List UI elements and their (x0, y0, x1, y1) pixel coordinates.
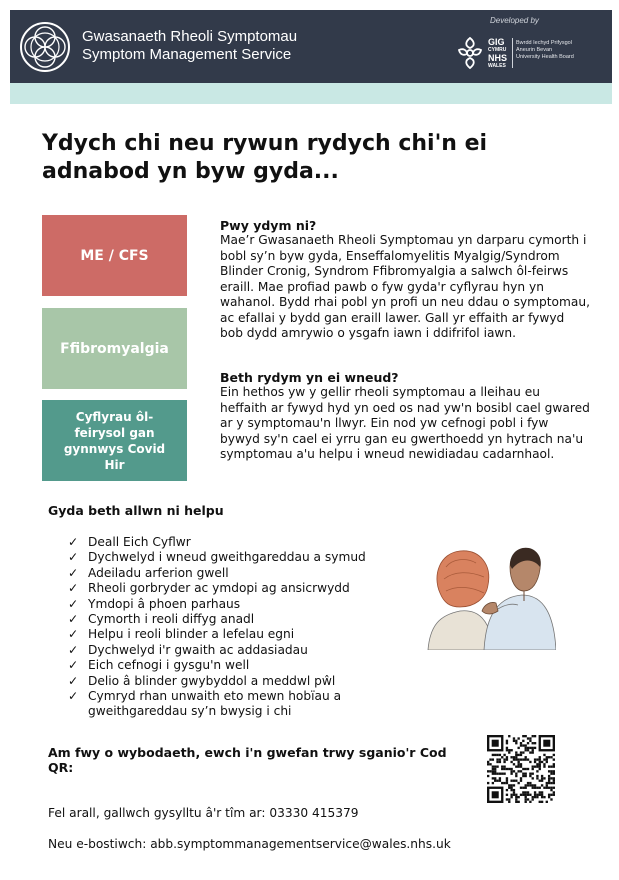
service-logo-icon (18, 20, 72, 74)
page-title: Ydych chi neu rywun rydych chi'n ei adnabod yn byw gyda... (42, 131, 488, 184)
help-list (68, 535, 398, 720)
what-we-do-body: Ein hethos yw y gellir rheoli symptomau a lleihau eu heffaith ar fywyd hyd yn oed os nad yw'n bosibl cael gwared ar y symptomau'n llwyr. Ein nod yw cefnogi pobl i fyw bywyd sy'n cael ei yrru gan eu gwerthoedd yn hytrach na'u symptomau a'u helpu i wneud newidiadau cadarnhaol. (220, 385, 590, 461)
checkmark-icon: ✓ (68, 689, 79, 704)
condition-box-fibromyalgia: Ffibromyalgia (42, 308, 187, 389)
help-heading: Gyda beth allwn ni helpu (48, 503, 224, 518)
help-list-item (68, 566, 398, 581)
help-list-item (68, 674, 398, 689)
help-list-item (68, 689, 398, 720)
who-we-are-body: Mae’r Gwasanaeth Rheoli Symptomau yn darparu cymorth i bobl sy’n byw gyda, Enseffalomyelitis Myalgig/Syndrom Blinder Cronig, Syndrom Ffibromyalgia a salwch ôl-feirws eraill. Mae profiad pawb o fyw gyda'r cyflyrau hyn yn wahanol. Bydd rhai pobl yn profi un neu ddau o symptomau, ac efallai y bydd gan eraill lawer. Gall yr effaith ar fywyd bob dydd amrywio o ysgafn iawn i ddifrifol iawn. (220, 233, 590, 340)
help-list-item-text: Dychwelyd i wneud gweithgareddau a symud (88, 550, 366, 565)
condition-box-post-viral: Cyflyrau ôl-feirysol gan gynnwys Covid Hir (42, 400, 187, 481)
checkmark-icon: ✓ (68, 658, 79, 673)
header-accent-band (10, 83, 612, 104)
checkmark-icon: ✓ (68, 673, 79, 688)
what-we-do-section (220, 370, 590, 463)
nhs-divider (512, 38, 513, 68)
help-list-item (68, 581, 398, 596)
nhs-gig: GIG (488, 37, 505, 47)
service-title (82, 28, 297, 64)
help-list-item (68, 658, 398, 673)
checkmark-icon: ✓ (68, 550, 79, 565)
service-title-english: Symptom Management Service (82, 46, 292, 63)
help-list-item-text: Delio â blinder gwybyddol a meddwl pŵl (88, 673, 336, 688)
board-line-3: University Health Board (516, 54, 574, 60)
help-list-item-text: Cymryd rhan unwaith eto mewn hobïau a gweithgareddau sy’n bwysig i chi (88, 689, 342, 719)
developed-by-label: Developed by (490, 16, 539, 25)
help-list-item (68, 535, 398, 550)
email-contact[interactable]: Neu e-bostiwch: abb.symptommanagementservice@wales.nhs.uk (48, 837, 451, 851)
help-list-item-text: Eich cefnogi i gysgu'n well (88, 658, 250, 673)
service-title-welsh: Gwasanaeth Rheoli Symptomau (82, 28, 298, 45)
what-we-do-heading: Beth rydym yn ei wneud? (220, 370, 399, 385)
more-info-text: Am fwy o wybodaeth, ewch i'n gwefan trwy sganio'r Cod QR: (48, 745, 447, 775)
help-list-item (68, 597, 398, 612)
checkmark-icon: ✓ (68, 565, 79, 580)
who-we-are-section (220, 218, 590, 342)
checkmark-icon: ✓ (68, 627, 79, 642)
help-list-item-text: Ymdopi â phoen parhaus (88, 596, 241, 611)
checkmark-icon: ✓ (68, 642, 79, 657)
help-list-item-text: Adeiladu arferion gwell (88, 565, 229, 580)
help-list-item-text: Dychwelyd i'r gwaith ac addasiadau (88, 642, 308, 657)
checkmark-icon: ✓ (68, 596, 79, 611)
phone-contact: Fel arall, gallwch gysylltu â'r tîm ar: 03330 415379 (48, 806, 359, 820)
health-board-name (516, 40, 574, 61)
support-illustration (426, 545, 556, 650)
condition-box-me-cfs: ME / CFS (42, 215, 187, 296)
nhs-wordmark (488, 37, 507, 69)
nhs-wales: WALES (488, 63, 506, 69)
help-list-item-text: Rheoli gorbryder ac ymdopi ag ansicrwydd (88, 581, 350, 596)
help-list-item-text: Cymorth i reoli diffyg anadl (88, 612, 255, 627)
help-list-item (68, 643, 398, 658)
nhs-dragon-logo-icon (455, 36, 485, 70)
checkmark-icon: ✓ (68, 581, 79, 596)
help-list-item (68, 612, 398, 627)
board-line-2: Aneurin Bevan (516, 47, 553, 53)
help-list-item (68, 627, 398, 642)
checkmark-icon: ✓ (68, 612, 79, 627)
checkmark-icon: ✓ (68, 535, 79, 549)
help-list-item (68, 550, 398, 565)
board-line-1: Bwrdd Iechyd Prifysgol (516, 40, 572, 46)
qr-code[interactable] (487, 735, 555, 803)
header-banner (10, 10, 612, 83)
who-we-are-heading: Pwy ydym ni? (220, 218, 317, 233)
nhs-cymru: CYMRU (488, 47, 507, 53)
nhs-nhs: NHS (488, 53, 508, 63)
help-list-item-text: Deall Eich Cyflwr (88, 535, 191, 549)
help-list-item-text: Helpu i reoli blinder a lefelau egni (88, 627, 295, 642)
